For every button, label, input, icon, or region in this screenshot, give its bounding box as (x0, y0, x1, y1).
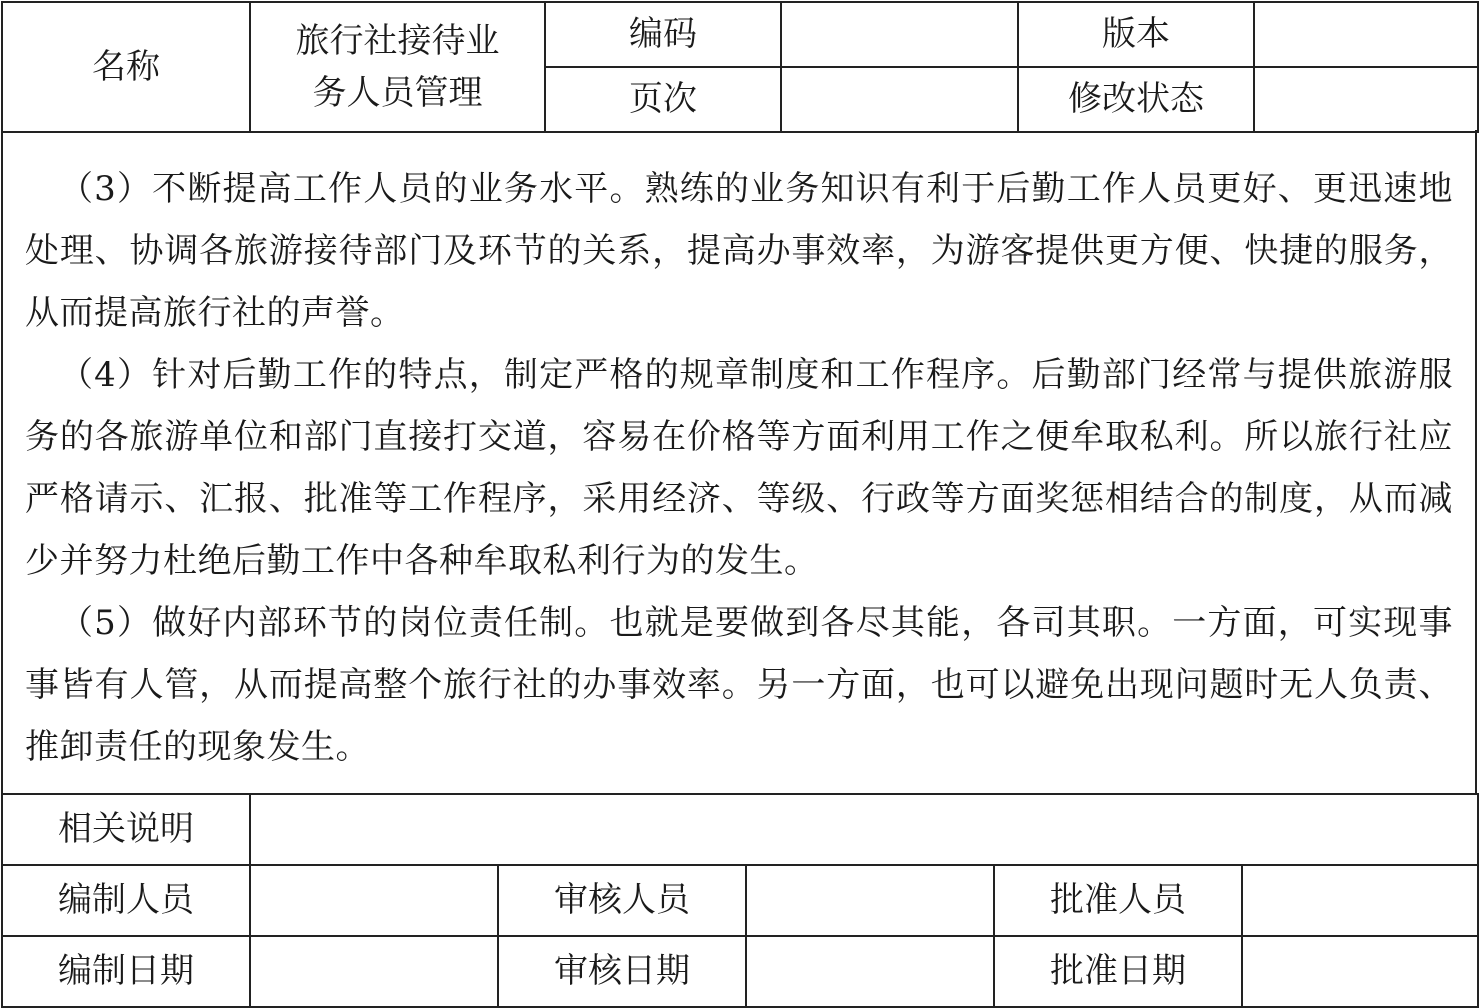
prepared-by-label: 编制人员 (2, 865, 250, 936)
code-label: 编码 (545, 2, 781, 67)
revision-label: 修改状态 (1018, 67, 1254, 132)
body-paragraph-4: （4）针对后勤工作的特点，制定严格的规章制度和工作程序。后勤部门经常与提供旅游服务的各旅游单位和部门直接打交道，容易在价格等方面利用工作之便牟取私利。所以旅行社应严格请示、汇报、批准等工作程序，采用经济、等级、行政等方面奖惩相结合的制度，从而减少并努力杜绝后勤工作中各种牟取私利行为的发生。 (25, 355, 1453, 581)
reviewed-by-value (746, 865, 994, 936)
name-value-line2: 务人员管理 (312, 73, 483, 113)
version-value (1254, 2, 1478, 67)
approved-date-value (1242, 936, 1478, 1007)
page-value (781, 67, 1018, 132)
code-value (781, 2, 1018, 67)
prepared-date-label: 编制日期 (2, 936, 250, 1007)
reviewed-date-label: 审核日期 (498, 936, 746, 1007)
reviewed-date-value (746, 936, 994, 1007)
name-value (250, 2, 545, 132)
header-table (1, 1, 1479, 133)
prepared-by-value (250, 865, 498, 936)
approved-date-label: 批准日期 (994, 936, 1242, 1007)
reviewed-by-label: 审核人员 (498, 865, 746, 936)
version-label: 版本 (1018, 2, 1254, 67)
footer-table (1, 793, 1479, 1008)
page-label: 页次 (545, 67, 781, 132)
notes-label: 相关说明 (2, 794, 250, 865)
body-paragraph-5: （5）做好内部环节的岗位责任制。也就是要做到各尽其能，各司其职。一方面，可实现事事皆有人管，从而提高整个旅行社的办事效率。另一方面，也可以避免出现问题时无人负责、推卸责任的现象发生。 (25, 603, 1453, 767)
name-value-line1: 旅行社接待业 (295, 20, 500, 61)
name-label: 名称 (2, 2, 250, 132)
approved-by-label: 批准人员 (994, 865, 1242, 936)
body-content (1, 130, 1477, 793)
approved-by-value (1242, 865, 1478, 936)
prepared-date-value (250, 936, 498, 1007)
revision-value (1254, 67, 1478, 132)
body-paragraph-3: （3）不断提高工作人员的业务水平。熟练的业务知识有利于后勤工作人员更好、更迅速地处理、协调各旅游接待部门及环节的关系，提高办事效率，为游客提供更方便、快捷的服务，从而提高旅行社的声誉。 (25, 169, 1453, 333)
notes-value (250, 794, 1478, 865)
